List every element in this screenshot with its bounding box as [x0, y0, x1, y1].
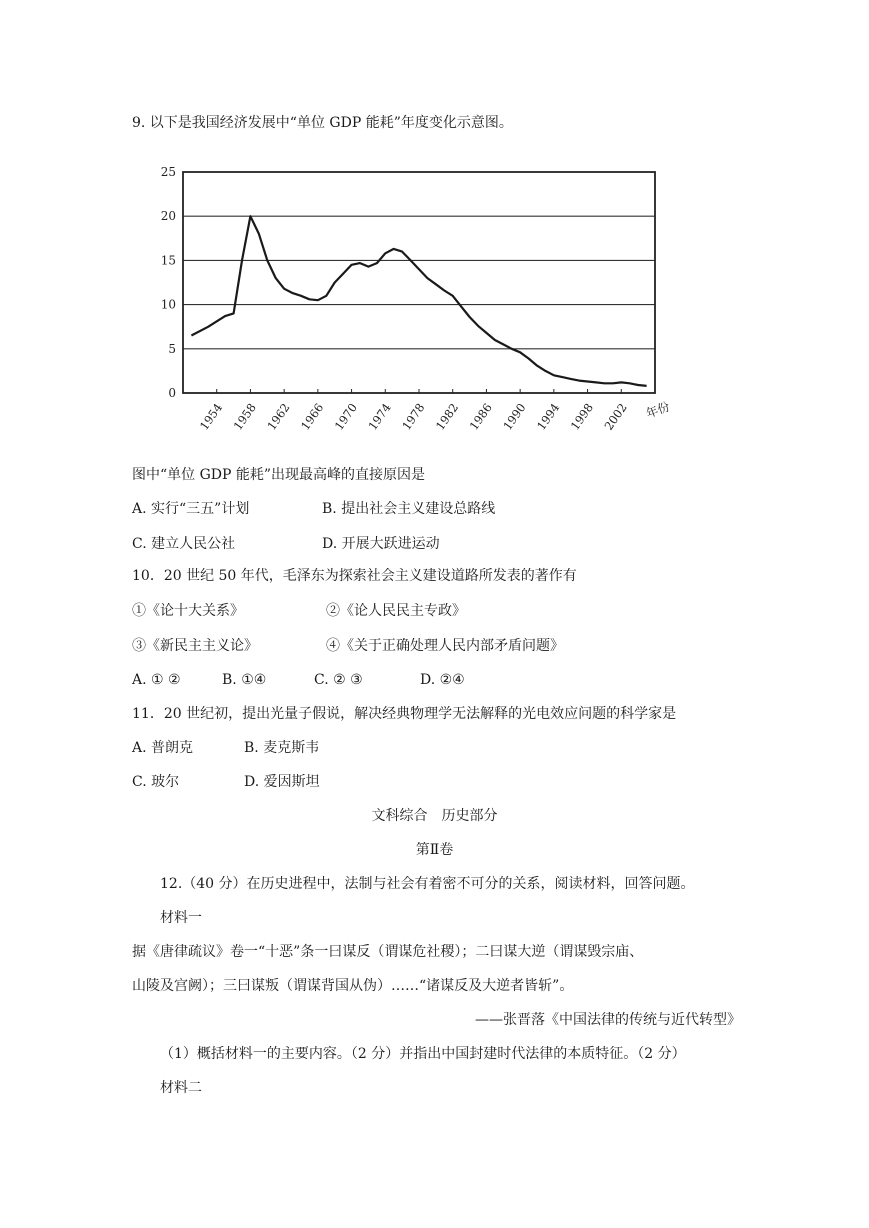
series-line — [191, 216, 646, 386]
y-tick-label: 15 — [160, 253, 176, 268]
x-tick-label: 1954 — [196, 400, 226, 433]
x-tick-label: 1958 — [230, 400, 259, 433]
q11-option-c: C. 玻尔 — [132, 774, 180, 790]
x-tick-label: 1986 — [466, 400, 495, 433]
q10-stem: 10．20 世纪 50 年代，毛泽东为探索社会主义建设道路所发表的著作有 — [132, 568, 577, 584]
x-tick-label: 2002 — [601, 400, 630, 433]
q10-item-1: ①《论十大关系》 — [132, 603, 244, 619]
q9-option-d: D. 开展大跃进运动 — [322, 536, 440, 552]
q12-source: ——张晋落《中国法律的传统与近代转型》 — [475, 1012, 741, 1028]
q10-item-4: ④《关于正确处理人民内部矛盾问题》 — [326, 638, 564, 654]
q11-option-d: D. 爱因斯坦 — [244, 774, 320, 790]
y-tick-label: 25 — [160, 165, 176, 179]
q11-option-b: B. 麦克斯韦 — [244, 740, 320, 756]
x-axis-label: 年份 — [644, 399, 672, 421]
section-title: 文科综合 历史部分 — [371, 808, 498, 824]
q11-option-a: A. 普朗克 — [132, 740, 194, 756]
q9-option-b: B. 提出社会主义建设总路线 — [322, 501, 496, 517]
q12-stem: 12.（40 分）在历史进程中，法制与社会有着密不可分的关系，阅读材料，回答问题。 — [160, 876, 695, 892]
y-tick-label: 0 — [168, 386, 176, 400]
q10-option-d: D. ②④ — [420, 672, 465, 688]
plot-frame — [183, 172, 655, 393]
section-volume: 第Ⅱ卷 — [415, 842, 454, 858]
x-tick-label: 1974 — [365, 400, 394, 433]
q9-question: 图中“单位 GDP 能耗”出现最高峰的直接原因是 — [132, 467, 426, 483]
q10-item-3: ③《新民主主义论》 — [132, 638, 258, 654]
q12-material2-label: 材料二 — [160, 1080, 202, 1096]
x-tick-label: 1962 — [264, 400, 293, 433]
x-tick-label: 1990 — [500, 400, 529, 433]
y-tick-label: 10 — [160, 297, 176, 312]
y-tick-label: 20 — [160, 209, 176, 224]
x-tick-label: 1982 — [432, 400, 462, 433]
q9-option-a: A. 实行“三五”计划 — [132, 501, 250, 517]
q11-stem: 11．20 世纪初，提出光量子假说，解决经典物理学无法解释的光电效应问题的科学家是 — [132, 706, 677, 722]
q10-item-2: ②《论人民民主专政》 — [326, 603, 466, 619]
x-tick-label: 1978 — [399, 400, 428, 433]
x-tick-label: 1966 — [298, 400, 327, 433]
q10-option-b: B. ①④ — [222, 672, 267, 688]
q9-stem: 9. 以下是我国经济发展中“单位 GDP 能耗”年度变化示意图。 — [132, 115, 513, 131]
q10-option-c: C. ② ③ — [314, 672, 363, 688]
q12-material1-label: 材料一 — [160, 910, 202, 926]
q10-option-a: A. ① ② — [132, 672, 181, 688]
q12-sub1: （1）概括材料一的主要内容。（2 分）并指出中国封建时代法律的本质特征。（2 分） — [160, 1046, 686, 1062]
x-tick-label: 1994 — [534, 400, 563, 433]
x-tick-label: 1998 — [567, 400, 597, 433]
energy-consumption-chart — [150, 160, 680, 450]
q12-material1-line1: 据《唐律疏议》卷一“十恶”条一曰谋反（谓谋危社稷）；二曰谋大逆（谓谋毁宗庙、 — [132, 944, 644, 960]
x-tick-label: 1970 — [331, 400, 361, 433]
q12-material1-line2: 山陵及宫阙）；三曰谋叛（谓谋背国从伪）……“诸谋反及大逆者皆斩”。 — [132, 978, 574, 994]
y-tick-label: 5 — [168, 341, 176, 356]
q9-option-c: C. 建立人民公社 — [132, 536, 236, 552]
